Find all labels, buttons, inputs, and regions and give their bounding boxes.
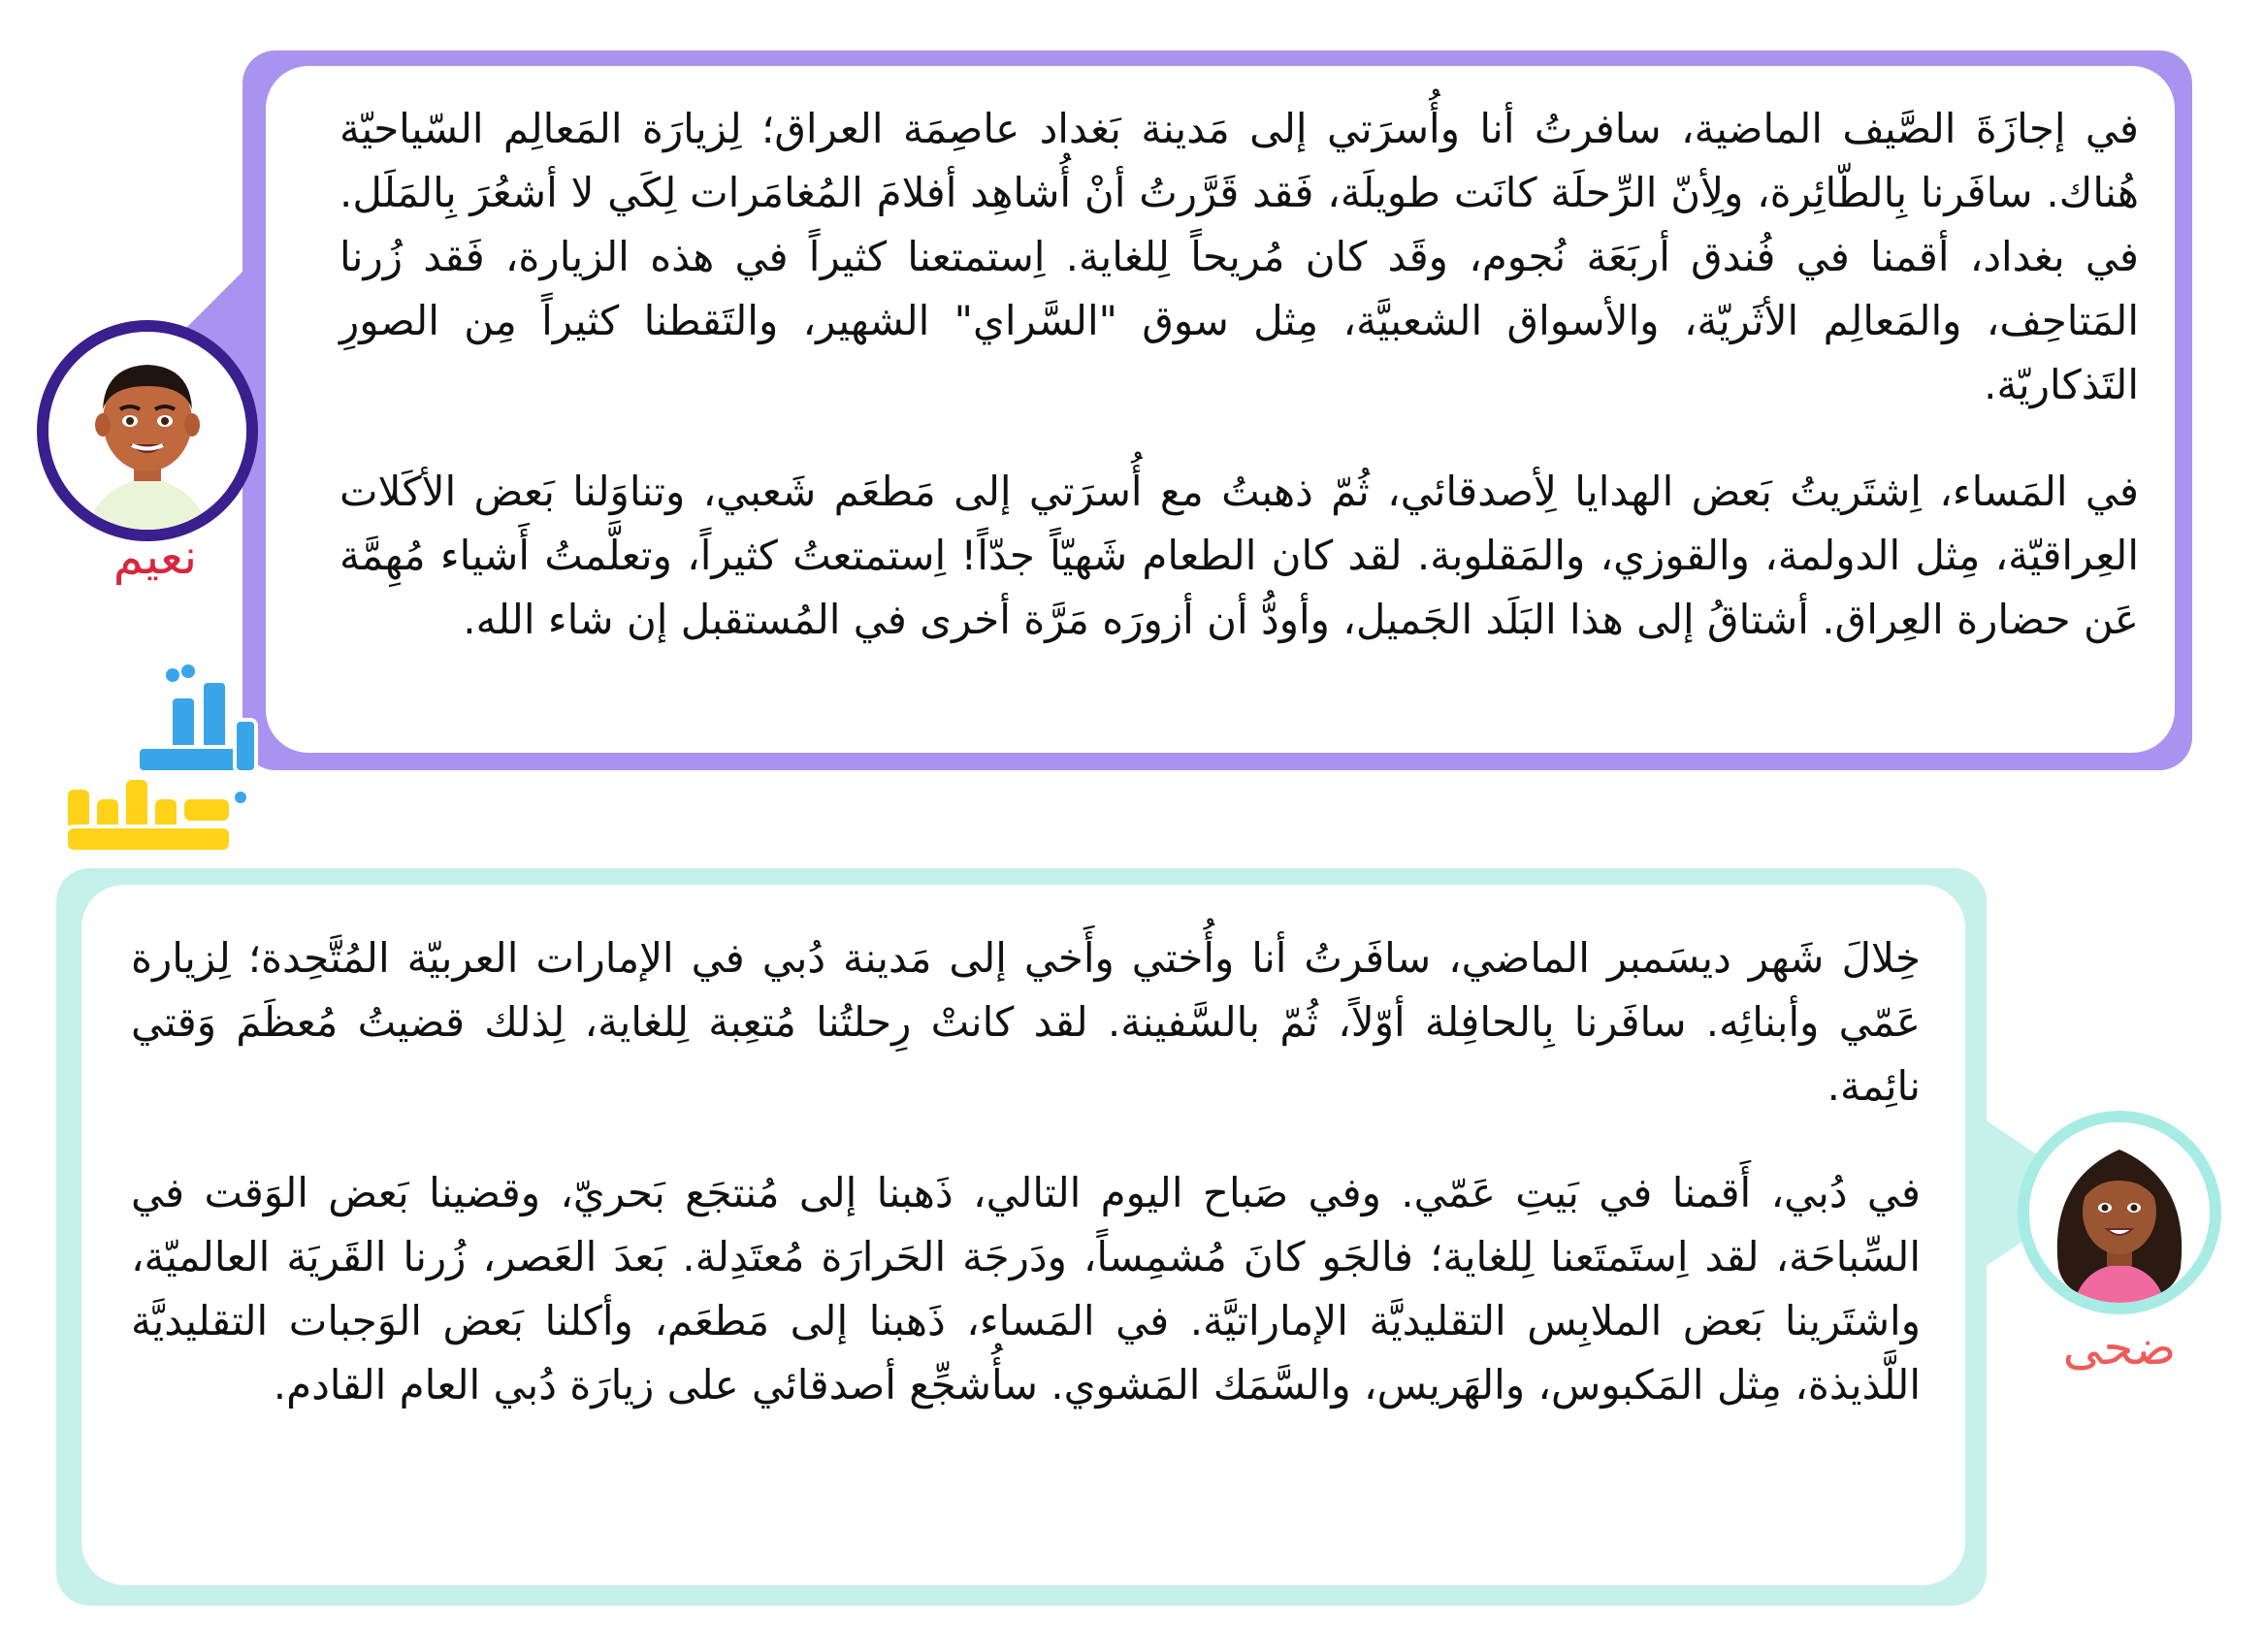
name-naeem: نعيم (113, 529, 198, 585)
yalla-arabi-logo (56, 652, 299, 885)
doha-paragraph-2: في دُبي، أَقمنا في بَيتِ عَمّي. وفي صَباح اليوم التالي، ذَهبنا إلى مُنتجَع بَحريّ، وقضينا بَعض الوَقت في السِّباحَة، لقد اِستَمتَعنا لِلغاية؛ فالجَو كانَ مُشمِساً، ودَرجَة الحَرارَة مُعتَدِلة. بَعدَ العَصر، زُرنا القَريَة العالميّة، واشتَرينا بَعض الملابِس التقليديَّة الإماراتيَّة. في المَساء، ذَهبنا إلى مَطعَم، وأكلنا بَعض الوَجبات التقليديَّة اللَّذيذة، مِثل المَكبوس، والهَريس، والسَّمَك المَشوي. سأُشجِّع أصدقائي على زيارَة دُبي العام القادم. (131, 1169, 1921, 1409)
name-doha: ضحى (2062, 1319, 2177, 1376)
boy-face-icon (48, 332, 246, 530)
girl-face-icon (2029, 1122, 2210, 1303)
avatar-naeem (37, 320, 258, 541)
naeem-text (339, 97, 2139, 652)
naeem-paragraph-1: في إجازَةَ الصَّيف الماضية، سافرتُ أنا وأُسرَتي إلى مَدينة بَغداد عاصِمَة العراق؛ لِزيارَة المَعالِم السّياحيّة هُناك. سافَرنا بِالطّائِرة، ولِأنّ الرِّحلَة كانَت طويلَة، فَقد قَرَّرتُ أنْ أُشاهِد أفلامَ المُغامَرات لِكَي لا أشعُرَ بِالمَلَل. في بغداد، أقمنا في فُندق أربَعَة نُجوم، وقَد كان مُريحاً لِلغاية. اِستمتعنا كثيراً في هذه الزيارة، فَقد زُرنا المَتاحِف، والمَعالِم الأثَريّة، والأسواق الشعبيَّة، مِثل سوق "السَّراي" الشهير، والتَقطنا كثيراً مِن الصورِ التَذكاريّة. (339, 105, 2139, 408)
doha-text (131, 926, 1921, 1417)
doha-paragraph-1: خِلالَ شَهر ديسَمبر الماضي، سافَرتُ أنا وأُختي وأَخي إلى مَدينة دُبي في الإمارات العربيّة المُتَّحِدة؛ لِزيارة عَمّي وأبنائِه. سافَرنا بِالحافِلة أوّلاً، ثُمّ بالسَّفينة. لقد كانتْ رِحلتُنا مُتعِبة لِلغاية، لِذلك قضيتُ مُعظَمَ وَقتي نائِمة. (131, 934, 1921, 1110)
avatar-doha (2018, 1111, 2221, 1314)
naeem-paragraph-2: في المَساء، اِشتَريتُ بَعض الهدايا لِأصدقائي، ثُمّ ذهبتُ مع أُسرَتي إلى مَطعَم شَعبي، وتناوَلنا بَعض الأكَلات العِراقيّة، مِثل الدولمة، والقوزي، والمَقلوبة. لقد كان الطعام شَهيّاً جدّاً! اِستمتعتُ كثيراً، وتعلَّمتُ أَشياء مُهِمَّة عَن حضارة العِراق. أشتاقُ إلى هذا البَلَد الجَميل، وأودُّ أن أزورَه مَرَّة أخرى في المُستقبل إن شاء الله. (339, 468, 2139, 643)
